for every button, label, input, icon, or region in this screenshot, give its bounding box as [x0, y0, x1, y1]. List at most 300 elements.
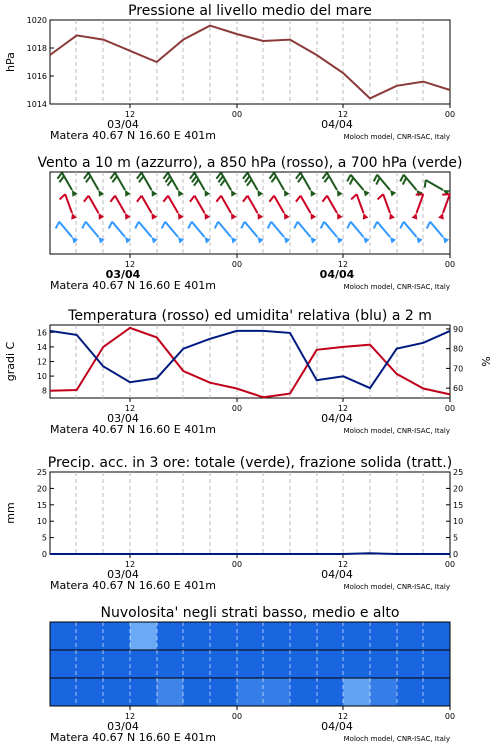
y-tick-label: 12 [36, 357, 47, 367]
wind-barb-850-hPa [110, 196, 130, 220]
wind-barb-10-m [215, 222, 237, 244]
cloud-cell [210, 678, 237, 707]
barb-head [284, 190, 290, 197]
wind-barb-850-hPa [60, 194, 77, 219]
cloud-cell [263, 650, 290, 679]
cloud-cell [423, 622, 450, 651]
plot-frame [50, 20, 450, 104]
barb-flag [378, 194, 384, 199]
barb-flag [347, 175, 350, 182]
barb-head [390, 190, 396, 197]
y-tick-label: 5 [41, 533, 47, 543]
barb-flag [351, 194, 357, 199]
barb-shaft [89, 196, 99, 213]
location-label: Matera 40.67 N 16.60 E 401m [50, 731, 216, 744]
y-tick-label: 10 [36, 517, 47, 527]
x-date-label: 04/04 [321, 412, 353, 425]
barb-flag [215, 222, 218, 229]
x-tick-label: 12 [337, 110, 349, 119]
barb-shaft [274, 196, 284, 213]
cloud-cell [397, 622, 424, 651]
barb-head [231, 190, 237, 197]
wind-barb-700-hPa [400, 175, 422, 197]
x-tick-label: 00 [231, 110, 243, 119]
wind-barb-850-hPa [378, 194, 395, 219]
y-tick-label-right: 15 [453, 500, 464, 510]
cloud-cell [370, 678, 397, 707]
y-tick-label: 16 [36, 328, 47, 338]
barb-flag [374, 175, 377, 182]
cloud-cell [290, 650, 317, 679]
barb-flag [241, 222, 244, 229]
wind-barb-10-m [188, 222, 210, 244]
barb-flag [59, 176, 64, 182]
y-tick-label-right: 0 [453, 550, 459, 559]
barb-shaft [271, 222, 284, 237]
cloud-cell [237, 622, 264, 651]
x-tick-label: 00 [444, 712, 456, 721]
y-tick-label: 20 [36, 484, 47, 494]
cloud-cell [210, 622, 237, 651]
location-label: Matera 40.67 N 16.60 E 401m [50, 129, 216, 142]
x-tick-label: 12 [124, 110, 136, 119]
wind-barb-850-hPa [296, 196, 316, 220]
x-date-label: 03/04 [107, 118, 139, 131]
wind-barb-850-hPa [269, 196, 289, 220]
barb-flag [109, 222, 112, 229]
barb-flag [84, 173, 89, 179]
cloud-cell [183, 678, 210, 707]
wind-barb-700-hPa [190, 173, 210, 197]
barb-shaft [351, 222, 364, 237]
x-date-label: 04/04 [321, 118, 353, 131]
barb-flag [190, 196, 195, 202]
cloud-cell [370, 622, 397, 651]
chart-title: Pressione al livello medio del mare [128, 3, 372, 19]
x-tick-label: 00 [444, 560, 456, 569]
barb-flag [400, 222, 403, 229]
temperature-line [50, 328, 450, 397]
barb-shaft [168, 196, 178, 213]
cloud-cell [103, 678, 130, 707]
barb-flag [425, 180, 426, 188]
barb-flag [135, 222, 138, 229]
x-tick-label: 12 [337, 404, 349, 413]
cloud-cell [317, 650, 344, 679]
y-tick-label: 0 [41, 550, 47, 559]
barb-head [311, 237, 317, 244]
barb-flag [84, 196, 89, 202]
barb-flag [112, 176, 117, 182]
barb-shaft [327, 196, 337, 213]
y-tick-label: 8 [41, 386, 47, 396]
barb-head [99, 237, 105, 244]
chart-title: Precip. acc. in 3 ore: totale (verde), frazione solida (tratt.) [47, 455, 453, 471]
y-tick-label: 10 [36, 372, 47, 382]
barb-flag [163, 196, 168, 202]
barb-flag [403, 178, 406, 185]
wind-barb-10-m [82, 222, 104, 244]
cloud-cell [397, 678, 424, 707]
barb-flag [163, 173, 168, 179]
x-tick-label: 12 [337, 260, 349, 269]
barb-shaft [115, 173, 125, 190]
x-date-label: 03/04 [105, 268, 141, 281]
cloud-cell [343, 678, 370, 707]
barb-flag [192, 176, 197, 182]
barb-head [417, 190, 423, 197]
x-tick-label: 00 [231, 404, 243, 413]
cloud-cell [263, 622, 290, 651]
barb-shaft [59, 222, 72, 237]
barb-shaft [139, 222, 152, 237]
barb-head [337, 213, 343, 220]
barb-flag [190, 173, 195, 179]
chart-title: Temperatura (rosso) ed umidita' relativa (blu) a 2 m [68, 308, 432, 324]
barb-flag [137, 196, 142, 202]
barb-shaft [417, 194, 424, 213]
barb-flag [162, 222, 165, 229]
wind-barb-10-m [268, 222, 290, 244]
model-credit: Moloch model, CNR-ISAC, Italy [343, 133, 450, 141]
barb-shaft [426, 180, 443, 190]
barb-shaft [404, 175, 417, 190]
wind-barb-700-hPa [84, 173, 104, 197]
model-credit: Moloch model, CNR-ISAC, Italy [343, 735, 450, 743]
wind-barb-10-m [400, 222, 422, 244]
barb-flag [216, 196, 221, 202]
barb-shaft [65, 194, 72, 213]
barb-shaft [327, 173, 337, 190]
wind-barb-10-m [294, 222, 316, 244]
x-tick-label: 00 [444, 260, 456, 269]
barb-flag [271, 176, 276, 182]
x-date-label: 04/04 [319, 268, 355, 281]
wind-barb-850-hPa [243, 196, 263, 220]
y-tick-label: 15 [36, 500, 47, 510]
wind-barb-700-hPa [216, 173, 236, 197]
cloud-cell [343, 622, 370, 651]
cloud-cell [290, 678, 317, 707]
barb-head [412, 213, 418, 220]
barb-flag [350, 178, 353, 185]
y-tick-label-right: 70 [453, 364, 464, 374]
y-tick-label: 1018 [26, 44, 47, 53]
cloud-cell [263, 678, 290, 707]
barb-shaft [165, 222, 178, 237]
model-credit: Moloch model, CNR-ISAC, Italy [343, 583, 450, 591]
wind-barb-700-hPa [374, 175, 396, 197]
barb-flag [298, 176, 303, 182]
barb-flag [110, 173, 115, 179]
barb-head [284, 213, 290, 220]
cloud-cell [183, 650, 210, 679]
y-tick-label-right: 80 [453, 344, 464, 354]
wind-barb-10-m [427, 222, 449, 244]
y-tick-label-right: 25 [453, 468, 464, 477]
barb-shaft [404, 222, 417, 237]
cloud-cell [50, 678, 77, 707]
wind-barb-700-hPa [296, 173, 316, 197]
barb-head [417, 237, 423, 244]
wind-barb-850-hPa [351, 194, 368, 219]
wind-barb-850-hPa [190, 196, 210, 220]
y-tick-label: 25 [36, 468, 47, 477]
barb-flag [194, 180, 199, 186]
barb-head [72, 237, 78, 244]
barb-head [311, 213, 317, 220]
barb-flag [374, 222, 377, 229]
barb-shaft [112, 222, 125, 237]
y-tick-label: 14 [36, 342, 47, 352]
barb-flag [243, 196, 248, 202]
pressure-line [50, 26, 450, 99]
y-axis-label: hPa [4, 52, 17, 72]
plot-frame [50, 472, 450, 554]
x-tick-label: 12 [337, 560, 349, 569]
wind-barb-850-hPa [84, 196, 104, 220]
wind-barb-700-hPa [110, 173, 130, 197]
barb-head [363, 213, 369, 220]
wind-barb-700-hPa [243, 173, 263, 197]
barb-shaft [115, 196, 125, 213]
x-tick-label: 12 [124, 260, 136, 269]
barb-head [72, 190, 78, 197]
x-tick-label: 00 [444, 110, 456, 119]
wind-barb-700-hPa [57, 173, 77, 197]
barb-shaft [89, 173, 99, 190]
barb-head [389, 213, 395, 220]
barb-flag [294, 222, 297, 229]
x-tick-label: 00 [444, 404, 456, 413]
wind-barb-850-hPa [322, 196, 342, 220]
barb-shaft [383, 194, 390, 213]
x-date-label: 04/04 [321, 720, 353, 733]
cloud-cell [130, 622, 157, 651]
barb-shaft [221, 196, 231, 213]
barb-flag [86, 176, 91, 182]
barb-flag [400, 175, 403, 182]
cloud-cell [423, 650, 450, 679]
barb-flag [165, 176, 170, 182]
barb-shaft [443, 194, 450, 213]
barb-flag [216, 173, 221, 179]
wind-barb-850-hPa [137, 196, 157, 220]
wind-barb-10-m [347, 222, 369, 244]
humidity-line [50, 331, 450, 388]
barb-flag [137, 173, 142, 179]
x-tick-label: 12 [124, 560, 136, 569]
cloud-cell [423, 678, 450, 707]
wind-barb-700-hPa [425, 180, 450, 196]
barb-flag [110, 196, 115, 202]
y-tick-label-right: 5 [453, 533, 459, 543]
cloud-cell [370, 650, 397, 679]
barb-flag [296, 173, 301, 179]
barb-flag [296, 196, 301, 202]
location-label: Matera 40.67 N 16.60 E 401m [50, 279, 216, 292]
cloud-cell [50, 622, 77, 651]
barb-flag [167, 180, 172, 186]
x-tick-label: 12 [124, 404, 136, 413]
barb-flag [139, 176, 144, 182]
cloud-cell [237, 650, 264, 679]
barb-head [337, 190, 343, 197]
cloud-cell [210, 650, 237, 679]
y-axis-label-right: % [480, 356, 493, 367]
barb-head [205, 190, 211, 197]
barb-flag [82, 222, 85, 229]
barb-flag [57, 173, 62, 179]
barb-flag [245, 176, 250, 182]
barb-shaft [301, 173, 311, 190]
y-tick-label-right: 90 [453, 324, 464, 334]
wind-barb-700-hPa [347, 175, 369, 197]
barb-flag [322, 173, 327, 179]
chart-title: Nuvolosita' negli strati basso, medio e alto [100, 605, 400, 621]
y-tick-label: 1014 [26, 100, 47, 109]
barb-head [364, 190, 370, 197]
barb-shaft [357, 194, 364, 213]
cloud-cell [103, 622, 130, 651]
barb-head [258, 190, 264, 197]
barb-shaft [298, 222, 311, 237]
barb-flag [56, 222, 59, 229]
barb-head [231, 237, 237, 244]
barb-shaft [192, 222, 205, 237]
wind-barb-10-m [135, 222, 157, 244]
barb-head [152, 213, 158, 220]
barb-head [284, 237, 290, 244]
cloud-cell [397, 650, 424, 679]
barb-shaft [274, 173, 284, 190]
y-tick-label-right: 10 [453, 517, 464, 527]
wind-barb-700-hPa [163, 173, 183, 197]
x-date-label: 04/04 [321, 568, 353, 581]
chart-title: Vento a 10 m (azzurro), a 850 hPa (rosso), a 700 hPa (verde) [37, 155, 463, 171]
wind-barb-10-m [374, 222, 396, 244]
barb-flag [188, 222, 191, 229]
barb-head [443, 237, 449, 244]
y-axis-label: gradi C [4, 341, 17, 382]
wind-barb-850-hPa [438, 194, 450, 219]
x-tick-label: 12 [124, 712, 136, 721]
barb-flag [347, 222, 350, 229]
barb-shaft [248, 196, 258, 213]
y-tick-label-right: 20 [453, 484, 464, 494]
barb-shaft [86, 222, 99, 237]
x-date-label: 03/04 [107, 720, 139, 733]
cloud-cell [317, 678, 344, 707]
wind-barb-10-m [321, 222, 343, 244]
wind-barb-850-hPa [163, 196, 183, 220]
barb-head [390, 237, 396, 244]
wind-barb-700-hPa [269, 173, 289, 197]
y-axis-label: mm [4, 502, 17, 524]
barb-flag [321, 222, 324, 229]
barb-head [364, 237, 370, 244]
model-credit: Moloch model, CNR-ISAC, Italy [343, 427, 450, 435]
barb-head [205, 213, 211, 220]
y-tick-label: 1016 [26, 72, 47, 81]
barb-flag [60, 194, 66, 199]
cloud-cell [77, 678, 104, 707]
barb-flag [324, 176, 329, 182]
cloud-cell [343, 650, 370, 679]
barb-shaft [377, 175, 390, 190]
barb-head [152, 190, 158, 197]
barb-head [337, 237, 343, 244]
model-credit: Moloch model, CNR-ISAC, Italy [343, 283, 450, 291]
cloud-cell [103, 650, 130, 679]
cloud-cell [130, 650, 157, 679]
cloud-cell [157, 678, 184, 707]
cloud-cell [77, 622, 104, 651]
barb-shaft [142, 196, 152, 213]
wind-barb-700-hPa [322, 173, 342, 197]
wind-barb-850-hPa [216, 196, 236, 220]
cloud-cell [50, 650, 77, 679]
x-tick-label: 00 [231, 560, 243, 569]
plot-frame [50, 325, 450, 398]
barb-shaft [430, 222, 443, 237]
wind-barb-10-m [162, 222, 184, 244]
barb-head [231, 213, 237, 220]
barb-flag [322, 196, 327, 202]
x-date-label: 03/04 [107, 412, 139, 425]
cloud-cell [157, 650, 184, 679]
location-label: Matera 40.67 N 16.60 E 401m [50, 423, 216, 436]
y-tick-label-right: 60 [453, 384, 464, 394]
wind-barb-700-hPa [137, 173, 157, 197]
cloud-cell [237, 678, 264, 707]
cloud-cell [183, 622, 210, 651]
y-tick-label: 1020 [26, 16, 47, 25]
barb-shaft [62, 173, 72, 190]
x-tick-label: 00 [231, 712, 243, 721]
barb-flag [376, 178, 379, 185]
wind-barb-850-hPa [412, 194, 424, 219]
x-tick-label: 00 [231, 260, 243, 269]
cloud-cell [290, 622, 317, 651]
barb-head [258, 213, 264, 220]
precip-line [50, 553, 450, 554]
barb-flag [220, 180, 225, 186]
barb-head [311, 190, 317, 197]
barb-flag [247, 180, 252, 186]
barb-shaft [377, 222, 390, 237]
barb-shaft [301, 196, 311, 213]
cloud-cell [317, 622, 344, 651]
cloud-cell [157, 622, 184, 651]
cloud-cell [77, 650, 104, 679]
cloud-cell [130, 678, 157, 707]
wind-barb-10-m [56, 222, 78, 244]
barb-shaft [218, 222, 231, 237]
barb-shaft [245, 222, 258, 237]
barb-flag [268, 222, 271, 229]
barb-flag [218, 176, 223, 182]
barb-shaft [324, 222, 337, 237]
barb-shaft [195, 196, 205, 213]
barb-shaft [351, 175, 364, 190]
barb-flag [243, 173, 248, 179]
location-label: Matera 40.67 N 16.60 E 401m [50, 579, 216, 592]
x-date-label: 03/04 [107, 568, 139, 581]
wind-barb-10-m [241, 222, 263, 244]
barb-head [438, 213, 444, 220]
x-tick-label: 12 [337, 712, 349, 721]
